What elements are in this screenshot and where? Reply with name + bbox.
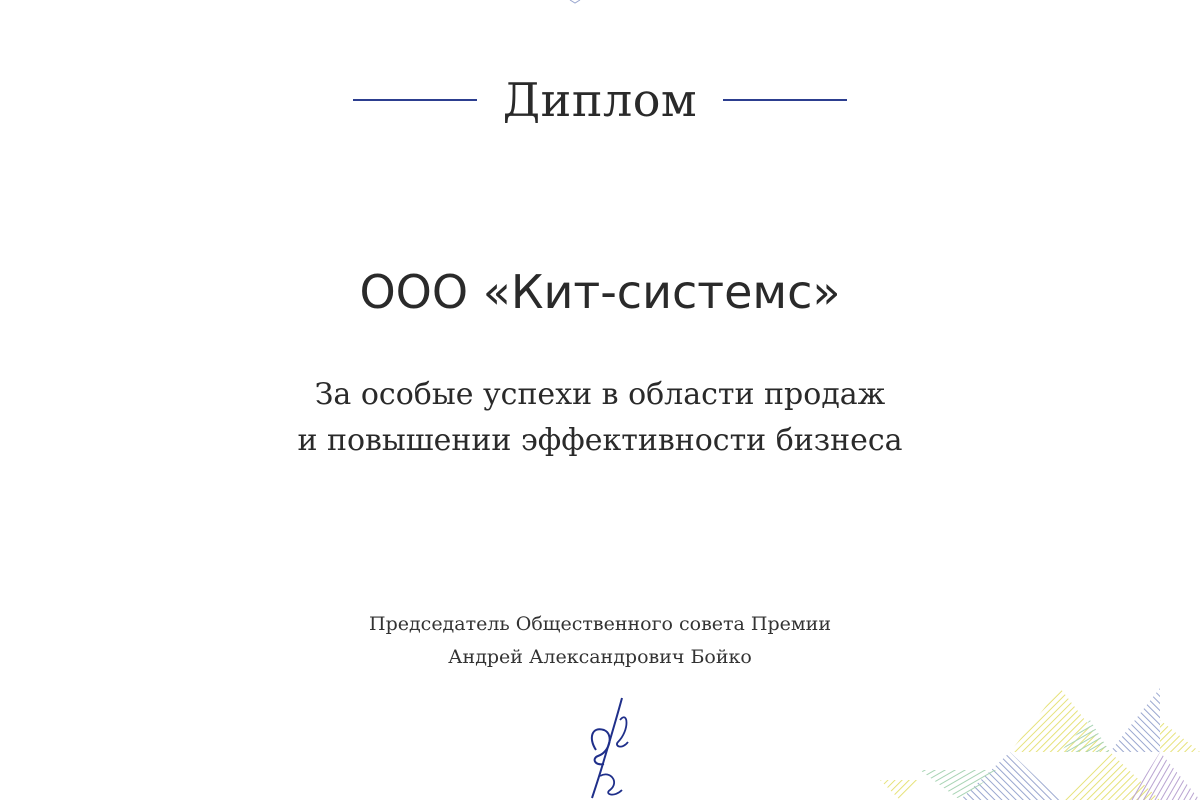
diploma-title: Диплом xyxy=(502,73,698,127)
signer-name: Андрей Александрович Бойко xyxy=(448,646,752,668)
title-rule-right xyxy=(723,99,847,101)
award-reason-line: и повышении эффективности бизнеса xyxy=(297,423,903,458)
title-row xyxy=(0,70,1200,130)
geometric-ornament xyxy=(860,680,1200,800)
top-decor-mark xyxy=(568,0,582,4)
signer-block xyxy=(0,608,1200,674)
company-name: ООО «Кит-системс» xyxy=(359,265,841,319)
award-reason-line: За особые успехи в области продаж xyxy=(314,377,886,412)
title-rule-left xyxy=(353,99,477,101)
handwritten-signature xyxy=(570,690,650,800)
award-reason xyxy=(0,372,1200,464)
signer-position: Председатель Общественного совета Премии xyxy=(369,613,831,635)
